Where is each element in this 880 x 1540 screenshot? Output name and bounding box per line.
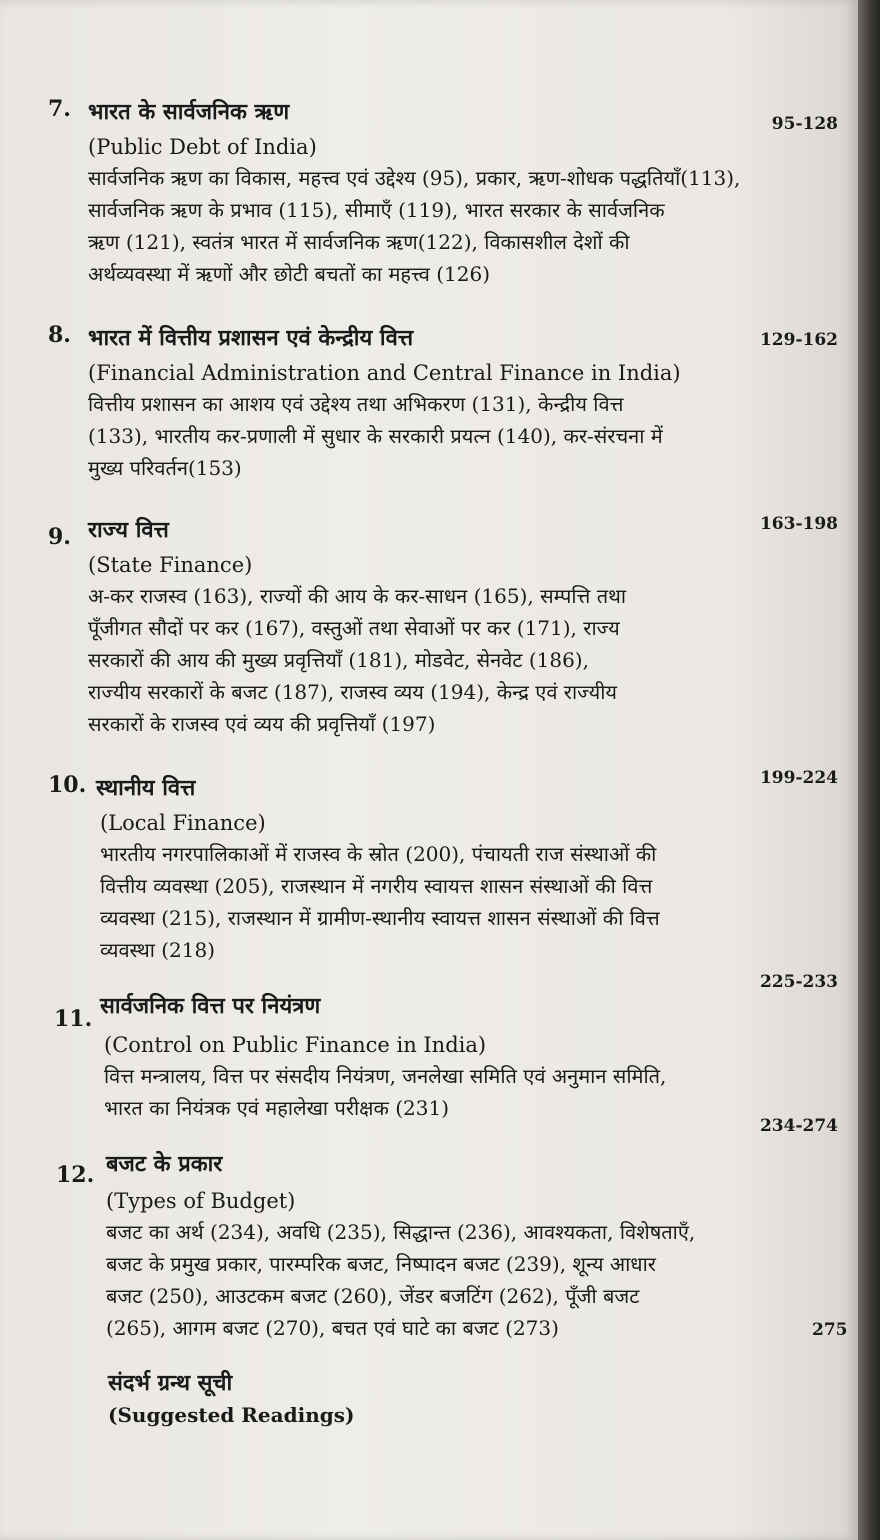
entry-title-hindi: भारत में वित्तीय प्रशासन एवं केन्द्रीय वित्त [88, 325, 414, 351]
entry-number: 10. [48, 772, 87, 798]
description-line: भारतीय नगरपालिकाओं में राजस्व के स्रोत (200), पंचायती राज संस्थाओं की [100, 842, 657, 866]
entry-number: 7. [48, 96, 71, 122]
references-title-english: (Suggested Readings) [108, 1403, 355, 1427]
description-line: वित्तीय व्यवस्था (205), राजस्थान में नगरीय स्वायत्त शासन संस्थाओं की वित्त [100, 874, 653, 898]
entry-title-english: (Types of Budget) [106, 1189, 296, 1213]
description-line: पूँजीगत सौदों पर कर (167), वस्तुओं तथा सेवाओं पर कर (171), राज्य [88, 616, 620, 640]
description-line: (265), आगम बजट (270), बचत एवं घाटे का बजट (273) [106, 1316, 559, 1340]
entry-title-english: (Control on Public Finance in India) [104, 1033, 487, 1057]
description-line: ऋण (121), स्वतंत्र भारत में सार्वजनिक ऋण(122), विकासशील देशों की [88, 230, 630, 254]
entry-title-hindi: राज्य वित्त [88, 517, 169, 543]
entry-page-range: 234-274 [759, 1116, 838, 1136]
description-line: बजट के प्रमुख प्रकार, पारम्परिक बजट, निष्पादन बजट (239), शून्य आधार [106, 1252, 656, 1276]
entry-description [88, 162, 768, 290]
toc-entry-9 [48, 514, 848, 740]
references-page-number: 275 [812, 1320, 848, 1340]
description-line: सरकारों की आय की मुख्य प्रवृत्तियाँ (181), मोडवेट, सेनवेट (186), [88, 648, 589, 672]
description-line: राज्यीय सरकारों के बजट (187), राजस्व व्यय (194), केन्द्र एवं राज्यीय [88, 680, 617, 704]
entry-title-hindi: भारत के सार्वजनिक ऋण [88, 99, 290, 125]
entry-number: 12. [56, 1162, 95, 1188]
entry-description [88, 388, 768, 484]
entry-number: 9. [48, 524, 71, 550]
description-line: बजट (250), आउटकम बजट (260), जेंडर बजटिंग (262), पूँजी बजट [106, 1284, 640, 1308]
entry-page-range: 129-162 [759, 330, 838, 350]
description-line: व्यवस्था (218) [100, 938, 216, 962]
description-line: (133), भारतीय कर-प्रणाली में सुधार के सरकारी प्रयत्न (140), कर-संरचना में [88, 424, 663, 448]
entry-page-range: 199-224 [759, 768, 838, 788]
description-line: अ-कर राजस्व (163), राज्यों की आय के कर-साधन (165), सम्पत्ति तथा [88, 584, 627, 608]
entry-description [104, 1060, 784, 1124]
toc-entry-10 [48, 768, 848, 966]
description-line: भारत का नियंत्रक एवं महालेखा परीक्षक (231) [104, 1096, 450, 1120]
entry-title-hindi: बजट के प्रकार [106, 1151, 223, 1177]
entry-title-english: (Public Debt of India) [88, 135, 317, 159]
toc-entry-8 [48, 322, 848, 484]
description-line: सरकारों के राजस्व एवं व्यय की प्रवृत्तियाँ (197) [88, 712, 436, 736]
toc-entry-12 [48, 1116, 848, 1344]
description-line: वित्तीय प्रशासन का आशय एवं उद्देश्य तथा अभिकरण (131), केन्द्रीय वित्त [88, 392, 624, 416]
description-line: वित्त मन्त्रालय, वित्त पर संसदीय नियंत्रण, जनलेखा समिति एवं अनुमान समिति, [104, 1064, 667, 1088]
entry-title-hindi: स्थानीय वित्त [96, 775, 196, 801]
description-line: अर्थव्यवस्था में ऋणों और छोटी बचतों का महत्त्व (126) [88, 262, 491, 286]
entry-number: 11. [54, 1006, 93, 1032]
entry-description [100, 838, 780, 966]
entry-description [88, 580, 768, 740]
entry-description [106, 1216, 786, 1344]
entry-title-english: (Local Finance) [100, 811, 266, 835]
entry-page-range: 163-198 [759, 514, 838, 534]
description-line: मुख्य परिवर्तन(153) [88, 456, 242, 480]
entry-page-range: 225-233 [759, 972, 838, 992]
references-title-hindi: संदर्भ ग्रन्थ सूची [108, 1370, 233, 1396]
entry-title-english: (State Finance) [88, 553, 253, 577]
description-line: व्यवस्था (215), राजस्थान में ग्रामीण-स्थानीय स्वायत्त शासन संस्थाओं की वित्त [100, 906, 660, 930]
entry-title-hindi: सार्वजनिक वित्त पर नियंत्रण [100, 993, 321, 1019]
description-line: बजट का अर्थ (234), अवधि (235), सिद्धान्त (236), आवश्यकता, विशेषताएँ, [106, 1220, 696, 1244]
references-section [108, 1366, 354, 1430]
entry-number: 8. [48, 322, 71, 348]
description-line: सार्वजनिक ऋण के प्रभाव (115), सीमाएँ (119), भारत सरकार के सार्वजनिक [88, 198, 665, 222]
description-line: सार्वजनिक ऋण का विकास, महत्त्व एवं उद्देश्य (95), प्रकार, ऋण-शोधक पद्धतियाँ(113), [88, 166, 741, 190]
toc-entry-7 [48, 96, 848, 290]
page-edge-shadow [858, 0, 880, 1540]
entry-title-english: (Financial Administration and Central Finance in India) [88, 361, 681, 385]
entry-page-range: 95-128 [771, 114, 838, 134]
toc-entry-11 [48, 972, 848, 1124]
